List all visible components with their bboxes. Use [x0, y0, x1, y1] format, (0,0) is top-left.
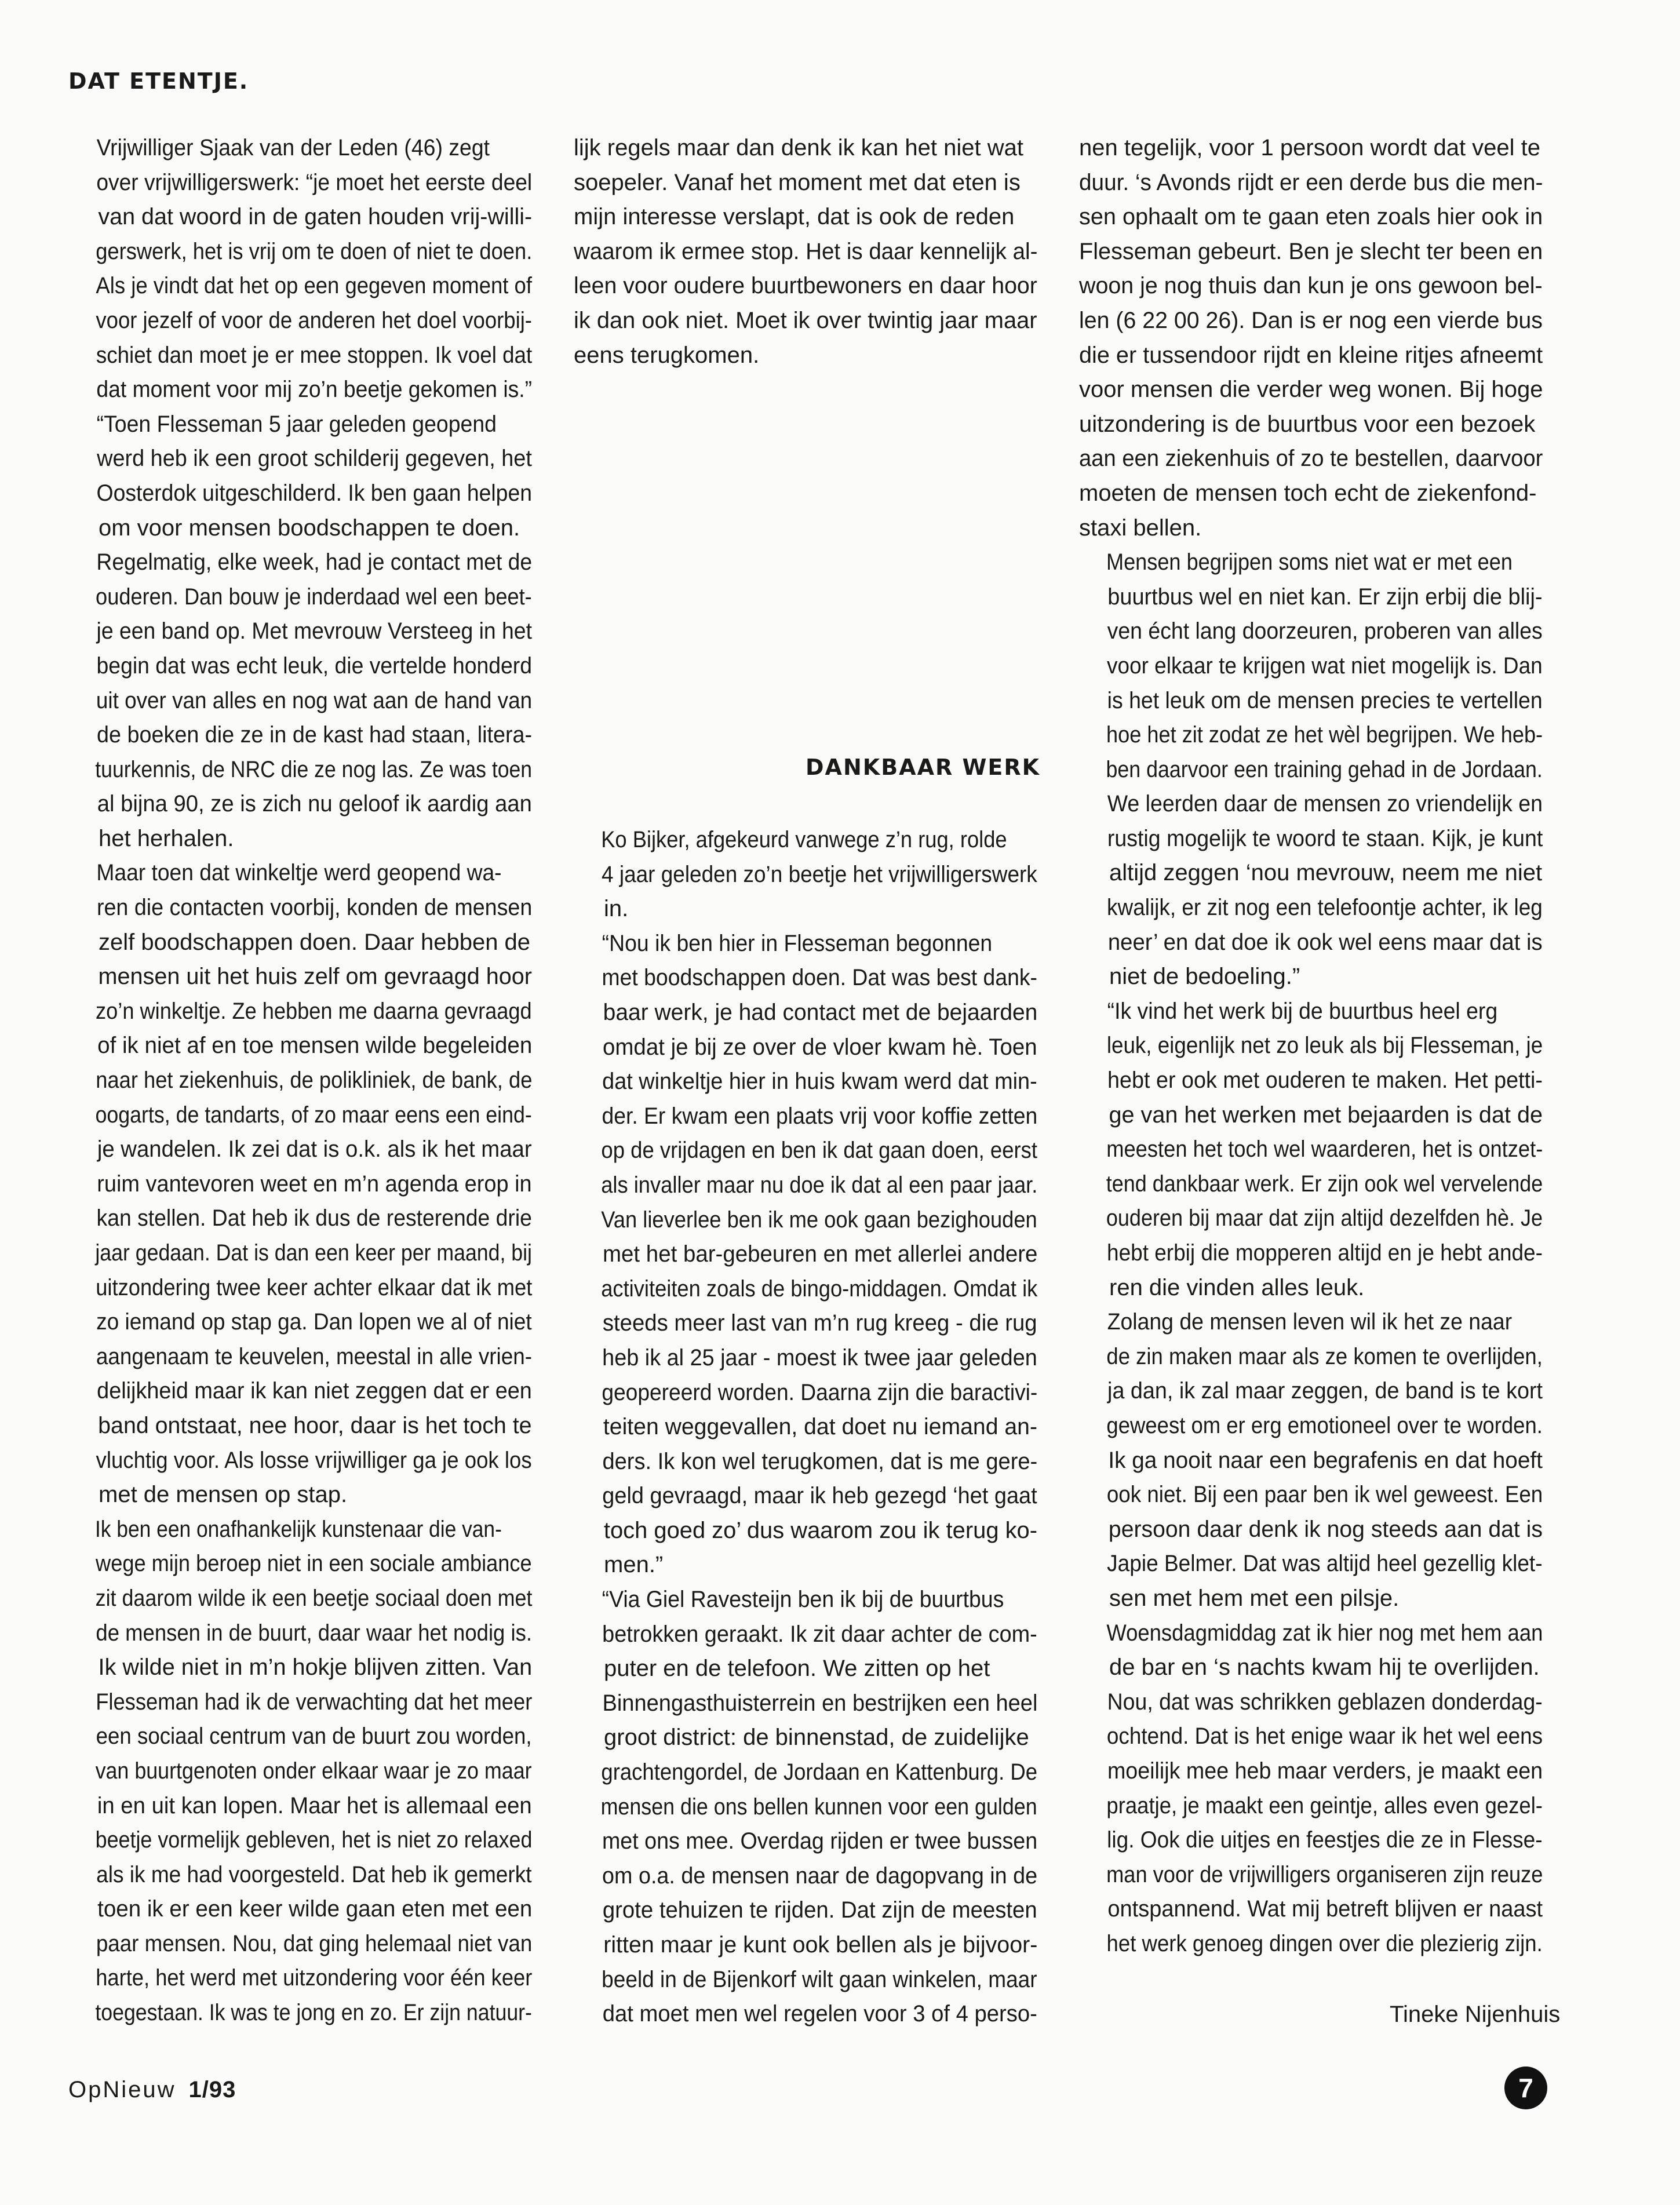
text-line: tend dankbaar werk. Er zijn ook wel vervelende [1106, 1171, 1543, 1197]
text-line: ochtend. Dat is het enige waar ik het wel eens [1106, 1723, 1543, 1750]
page-number: 7 [1504, 2066, 1547, 2109]
text-line: steeds meer last van m’n rug kreeg - die rug [602, 1310, 1037, 1336]
text-line: is het leuk om de mensen precies te vertellen [1107, 687, 1543, 713]
text-line: toegestaan. Ik was te jong en zo. Er zijn natuur- [95, 2000, 532, 2026]
column-1 [68, 131, 532, 2031]
text-line: grachtengordel, de Jordaan en Kattenburg. De [601, 1759, 1038, 1785]
text-line: hebt erbij die mopperen altijd en je hebt ande- [1107, 1240, 1543, 1266]
text-line: paar mensen. Nou, dat ging helemaal niet van [96, 1930, 533, 1956]
column-2-top [574, 131, 1037, 373]
text-line: ven écht lang doorzeuren, proberen van alles [1107, 618, 1543, 644]
text-line: voor mensen die verder weg wonen. Bij hoge [1079, 377, 1543, 403]
section-heading-dat-etentje: DAT ETENTJE. [68, 68, 249, 94]
text-line: Nou, dat was schrikken geblazen donderdag- [1107, 1689, 1543, 1715]
text-line: ouderen. Dan bouw je inderdaad wel een beet- [96, 584, 532, 610]
paragraph [68, 856, 532, 1512]
text-line: zelf boodschappen doen. Daar hebben de [99, 929, 531, 955]
text-line: “Ik vind het werk bij de buurtbus heel erg [1107, 998, 1498, 1024]
text-line: jaar gedaan. Dat is dan een keer per maand, bij [95, 1240, 532, 1266]
paragraph [68, 407, 532, 857]
paragraph [574, 131, 1037, 373]
text-line: je een band op. Met mevrouw Versteeg in het [96, 618, 532, 644]
text-line: omdat je bij ze over de vloer kwam hè. Toen [603, 1034, 1037, 1060]
text-line: beeld in de Bijenkorf wilt gaan winkelen, maar [602, 1966, 1037, 1992]
text-line: ruim vantevoren weet en m’n agenda erop in [97, 1171, 532, 1197]
text-line: delijkheid maar ik kan niet zeggen dat er een [97, 1378, 532, 1404]
text-line: 4 jaar geleden zo’n beetje het vrijwilligerswerk [602, 861, 1037, 887]
text-line: ren die contacten voorbij, konden de mensen [96, 895, 533, 921]
text-line: buurtbus wel en niet kan. Er zijn erbij die blij- [1107, 584, 1543, 610]
text-line: altijd zeggen ‘nou mevrouw, neem me niet [1109, 860, 1543, 886]
text-line: moeilijk mee heb maar verders, je maakt een [1107, 1758, 1543, 1784]
text-line: betrokken geraakt. Ik zit daar achter de com- [602, 1621, 1037, 1647]
text-line: hoe het zit zodat ze het wèl begrijpen. We heb- [1106, 722, 1543, 748]
paragraph [68, 131, 532, 407]
text-line: van buurtgenoten onder elkaar waar je zo maar [95, 1758, 532, 1784]
text-line: Oosterdok uitgeschilderd. Ik ben gaan helpen [96, 480, 532, 506]
text-line: al bijna 90, ze is zich nu geloof ik aardig aan [97, 791, 532, 817]
text-line: ders. Ik kon wel terugkomen, dat is me gere- [602, 1448, 1038, 1474]
text-line: leen voor oudere buurtbewoners en daar hoor [574, 273, 1037, 299]
text-line: uit over van alles en nog wat aan de hand van [96, 687, 533, 713]
text-line: dat winkeltje hier in huis kwam werd dat min- [602, 1069, 1037, 1095]
text-line: de boeken die ze in de kast had staan, litera- [97, 722, 533, 748]
text-line: mijn interesse verslapt, dat is ook de reden [574, 204, 1015, 230]
text-line: rustig mogelijk te woord te staan. Kijk, je kunt [1107, 825, 1543, 851]
text-line: Als je vindt dat het op een gegeven moment of [96, 273, 532, 299]
text-line: Japie Belmer. Dat was altijd heel gezellig klet- [1107, 1551, 1543, 1577]
magazine-name: OpNieuw [68, 2077, 176, 2102]
text-line: gerswerk, het is vrij om te doen of niet te doen. [96, 238, 533, 264]
text-line: in en uit kan lopen. Maar het is allemaal een [97, 1792, 532, 1818]
text-line: Van lieverlee ben ik me ook gaan bezighouden [601, 1207, 1037, 1233]
text-line: naar het ziekenhuis, de polikliniek, de bank, de [96, 1067, 533, 1094]
text-line: Mensen begrijpen soms niet wat er met een [1106, 549, 1513, 575]
text-line: niet de bedoeling.” [1109, 964, 1300, 990]
text-line: meesten het toch wel waarderen, het is ontzet- [1106, 1136, 1543, 1162]
text-line: uitzondering twee keer achter elkaar dat ik met [96, 1274, 533, 1300]
text-line: aan een ziekenhuis of zo te bestellen, daarvoor [1079, 446, 1543, 472]
text-line: kwalijk, er zit nog een telefoontje achter, ik leg [1107, 895, 1543, 921]
text-line: nen tegelijk, voor 1 persoon wordt dat veel te [1079, 135, 1541, 161]
text-line: sen met hem met een pilsje. [1109, 1585, 1400, 1611]
text-line: der. Er kwam een plaats vrij voor koffie zetten [602, 1103, 1038, 1129]
text-line: met de mensen op stap. [99, 1482, 348, 1508]
text-line: het herhalen. [99, 825, 234, 851]
text-line: hebt er ook met ouderen te maken. Het petti- [1107, 1067, 1543, 1094]
text-line: Flesseman had ik de verwachting dat het meer [96, 1689, 533, 1715]
text-line: band ontstaat, nee hoor, daar is het toch te [98, 1412, 532, 1438]
text-line: “Toen Flesseman 5 jaar geleden geopend [96, 411, 497, 437]
text-line: ja dan, ik zal maar zeggen, de band is te kort [1107, 1378, 1543, 1404]
text-line: begin dat was echt leuk, die vertelde honderd [96, 653, 532, 679]
text-line: als ik me had voorgesteld. Dat heb ik gemerkt [96, 1861, 532, 1887]
text-line: Maar toen dat winkeltje werd geopend wa- [96, 860, 502, 886]
text-line: persoon daar denk ik nog steeds aan dat is [1108, 1516, 1543, 1542]
text-line: man voor de vrijwilligers organiseren zijn reuze [1106, 1861, 1543, 1887]
text-line: zo iemand op stap ga. Dan lopen we al of niet [96, 1309, 532, 1335]
text-line: met het bar-gebeuren en met allerlei andere [603, 1241, 1038, 1267]
text-line: van dat woord in de gaten houden vrij-willi- [98, 204, 533, 230]
text-line: de zin maken maar als ze komen te overlijden, [1106, 1343, 1543, 1369]
text-line: len (6 22 00 26). Dan is er nog een vierde bus [1079, 307, 1543, 333]
text-line: ontspannend. Wat mij betreft blijven er naast [1107, 1896, 1543, 1922]
text-line: ook niet. Bij een paar ben ik wel geweest. Een [1106, 1482, 1543, 1508]
text-line: met boodschappen doen. Dat was best dank- [602, 965, 1037, 991]
text-line: waarom ik ermee stop. Het is daar kennelijk al- [574, 238, 1038, 264]
text-line: We leerden daar de mensen zo vriendelijk en [1107, 791, 1543, 817]
text-line: soepeler. Vanaf het moment met dat eten is [574, 169, 1021, 195]
text-line: heb ik al 25 jaar - moest ik twee jaar geleden [602, 1344, 1037, 1371]
text-line: voor elkaar te krijgen wat niet mogelijk is. Dan [1107, 653, 1543, 679]
column-3 [1079, 131, 1543, 1961]
text-line: zo’n winkeltje. Ze hebben me daarna gevraagd [96, 998, 532, 1024]
text-line: moeten de mensen toch echt de ziekenfond- [1079, 480, 1537, 506]
paragraph [574, 927, 1037, 1583]
text-line: over vrijwilligerswerk: “je moet het eerste deel [96, 169, 533, 195]
text-line: je wandelen. Ik zei dat is o.k. als ik het maar [97, 1136, 532, 1162]
paragraph [1079, 131, 1543, 545]
text-line: neer’ en dat doe ik ook wel eens maar dat is [1107, 929, 1543, 955]
text-line: toch goed zo’ dus waarom zou ik terug ko- [603, 1517, 1038, 1543]
text-line: lig. Ook die uitjes en feestjes die ze in Flesse- [1107, 1827, 1543, 1853]
text-line: wege mijn beroep niet in een sociale ambiance [96, 1551, 532, 1577]
text-line: puter en de telefoon. We zitten op het [604, 1656, 990, 1682]
text-line: “Via Giel Ravesteijn ben ik bij de buurtbus [602, 1587, 1004, 1613]
text-line: om voor mensen boodschappen te doen. [99, 515, 520, 541]
text-line: Binnengasthuisterrein en bestrijken een heel [602, 1690, 1038, 1716]
paragraph [1079, 1305, 1543, 1961]
text-line: in. [604, 896, 629, 922]
text-line: als invaller maar nu doe ik dat al een paar jaar. [601, 1172, 1038, 1198]
paragraph [574, 823, 1037, 927]
text-line: mensen die ons bellen kunnen voor een gulden [600, 1794, 1037, 1820]
text-line: voor jezelf of voor de anderen het doel voorbij- [96, 307, 532, 333]
text-line: mensen uit het huis zelf om gevraagd hoor [98, 964, 532, 990]
text-line: ritten maar je kunt ook bellen als je bijvoor- [603, 1932, 1038, 1958]
text-line: praatje, je maakt een geintje, alles even gezel- [1106, 1792, 1543, 1818]
text-line: groot district: de binnenstad, de zuidelijke [604, 1725, 1029, 1751]
text-line: staxi bellen. [1079, 515, 1202, 541]
text-line: ge van het werken met bejaarden is dat de [1109, 1102, 1543, 1128]
text-line: dat moet men wel regelen voor 3 of 4 perso- [602, 2001, 1037, 2027]
text-line: lijk regels maar dan denk ik kan het niet wat [574, 135, 1023, 161]
paragraph [68, 1512, 532, 2031]
footer-magazine-title [68, 2077, 236, 2103]
paragraph [574, 1583, 1037, 2032]
text-line: de mensen in de buurt, daar waar het nodig is. [96, 1620, 532, 1646]
text-line: geweest om er erg emotioneel over te worden. [1106, 1412, 1543, 1438]
text-line: geopereerd worden. Daarna zijn die baractivi- [602, 1379, 1038, 1405]
text-line: oogarts, de tandarts, of zo maar eens een eind- [95, 1102, 532, 1128]
text-line: leuk, eigenlijk net zo leuk als bij Flesseman, je [1106, 1033, 1543, 1059]
text-line: die er tussendoor rijdt en kleine ritjes afneemt [1079, 342, 1543, 368]
text-line: Ik ben een onafhankelijk kunstenaar die van- [94, 1516, 502, 1542]
issue-number: 1/93 [188, 2077, 236, 2102]
text-line: vluchtig voor. Als losse vrijwilliger ga je ook los [96, 1447, 532, 1473]
text-line: ren die vinden alles leuk. [1109, 1274, 1365, 1300]
text-line: Ik ga nooit naar een begrafenis en dat hoeft [1108, 1447, 1543, 1473]
text-line: sen ophaalt om te gaan eten zoals hier ook in [1079, 204, 1543, 230]
text-line: Ik wilde niet in m’n hokje blijven zitten. Van [98, 1654, 533, 1681]
text-line: om o.a. de mensen naar de dagopvang in de [602, 1863, 1038, 1889]
text-line: uitzondering is de buurtbus voor een bezoek [1079, 411, 1536, 437]
text-line: tuurkennis, de NRC die ze nog las. Ze was toen [95, 756, 533, 782]
text-line: teiten weggevallen, dat doet nu iemand an- [603, 1414, 1037, 1440]
text-line: geld gevraagd, maar ik heb gezegd ‘het gaat [602, 1483, 1037, 1509]
text-line: ik dan ook niet. Moet ik over twintig jaar maar [574, 307, 1037, 333]
text-line: aangenaam te keuvelen, meestal in alle vrien- [96, 1343, 533, 1369]
text-line: Ko Bijker, afgekeurd vanwege z’n rug, rolde [601, 827, 1007, 852]
column-2-bottom [574, 823, 1037, 2032]
text-line: zit daarom wilde ik een beetje sociaal doen met [95, 1585, 533, 1611]
text-line: grote tehuizen te rijden. Dat zijn de meesten [602, 1897, 1037, 1923]
text-line: schiet dan moet je er mee stoppen. Ik voel dat [96, 342, 533, 368]
text-line: of ik niet af en toe mensen wilde begeleiden [97, 1033, 533, 1059]
text-line: beetje vormelijk gebleven, het is niet zo relaxed [95, 1827, 533, 1853]
text-line: duur. ‘s Avonds rijdt er een derde bus die men- [1079, 169, 1543, 195]
text-line: toen ik er een keer wilde gaan eten met een [97, 1896, 533, 1922]
text-line: woon je nog thuis dan kun je ons gewoon bel- [1079, 273, 1543, 299]
text-line: dat moment voor mij zo’n beetje gekomen is.” [96, 377, 533, 403]
text-line: het werk genoeg dingen over die plezierig zijn. [1106, 1930, 1543, 1956]
text-line: activiteiten zoals de bingo-middagen. Omdat ik [601, 1275, 1038, 1302]
author-signature: Tineke Nijenhuis [1390, 2002, 1561, 2027]
text-line: kan stellen. Dat heb ik dus de resterende drie [96, 1205, 532, 1231]
paragraph [1079, 545, 1543, 994]
text-line: baar werk, je had contact met de bejaarden [603, 999, 1038, 1025]
text-line: op de vrijdagen en ben ik dat gaan doen, eerst [601, 1138, 1038, 1164]
text-line: Flesseman gebeurt. Ben je slecht ter been en [1079, 238, 1543, 264]
text-line: Vrijwilliger Sjaak van der Leden (46) zegt [96, 135, 490, 161]
text-line: “Nou ik ben hier in Flesseman begonnen [602, 930, 993, 956]
text-line: werd heb ik een groot schilderij gegeven, het [97, 446, 532, 472]
text-line: harte, het werd met uitzondering voor één keer [96, 1965, 533, 1991]
text-line: ben daarvoor een training gehad in de Jordaan. [1106, 756, 1543, 782]
text-line: Woensdagmiddag zat ik hier nog met hem aan [1106, 1620, 1543, 1646]
section-heading-dankbaar-werk: DANKBAAR WERK [806, 755, 1041, 780]
text-line: met ons mee. Overdag rijden er twee bussen [602, 1828, 1038, 1854]
text-line: Regelmatig, elke week, had je contact met de [96, 549, 533, 575]
text-line: men.” [604, 1552, 664, 1578]
text-line: de bar en ‘s nachts kwam hij te overlijden. [1109, 1654, 1540, 1681]
text-line: eens terugkomen. [574, 342, 760, 368]
text-line: een sociaal centrum van de buurt zou worden, [96, 1723, 532, 1750]
text-line: Zolang de mensen leven wil ik het ze naar [1107, 1309, 1513, 1335]
text-line: ouderen bij maar dat zijn altijd dezelfden hè. Je [1106, 1205, 1543, 1231]
paragraph [1079, 994, 1543, 1305]
